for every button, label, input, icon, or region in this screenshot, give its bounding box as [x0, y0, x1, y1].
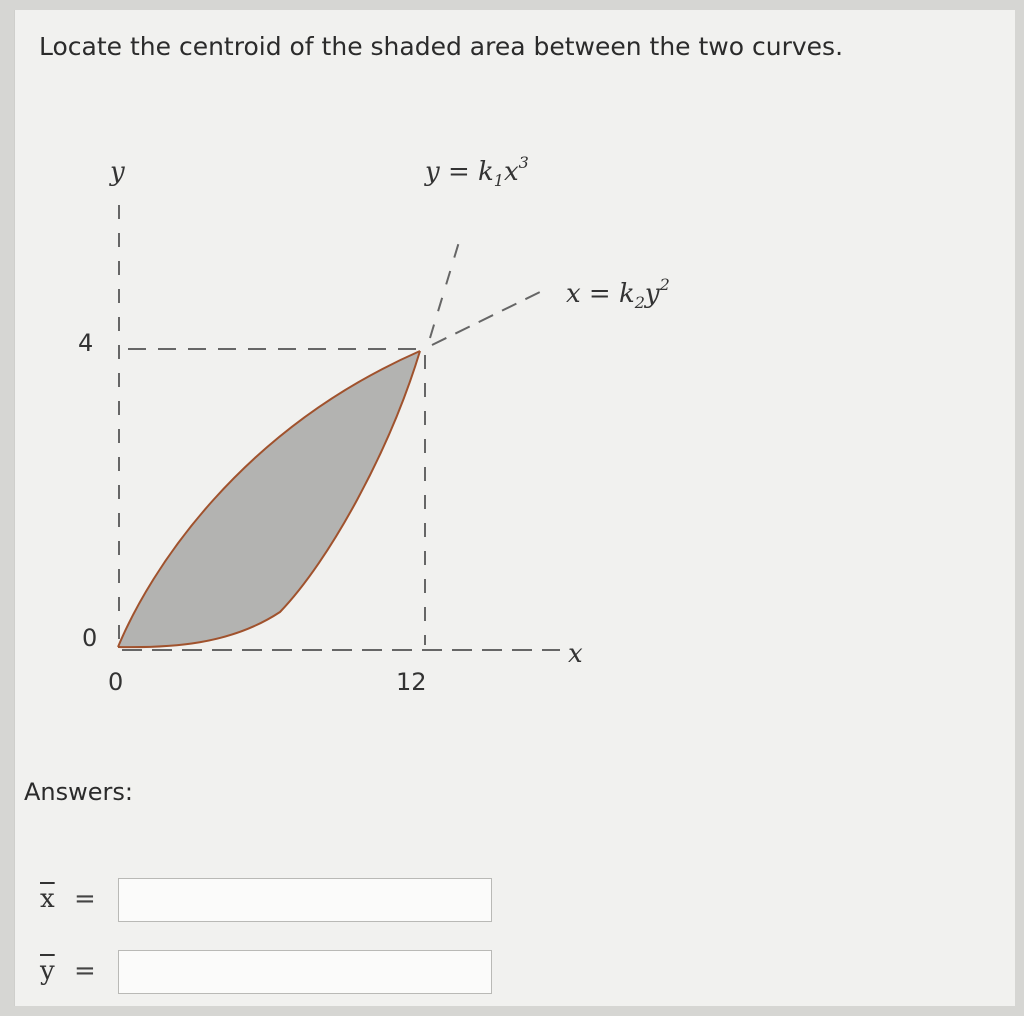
ybar-input[interactable] — [118, 950, 492, 994]
ybar-equals: = — [74, 956, 96, 986]
xbar-row — [24, 878, 504, 926]
xbar-symbol: $\overline{x}$ — [40, 884, 55, 914]
curve2-extension — [432, 292, 540, 345]
answers-label: Answers: — [24, 778, 133, 806]
curve1-extension — [430, 232, 462, 338]
y-tick-4: 4 — [78, 329, 94, 357]
y-tick-0: 0 — [82, 624, 98, 652]
ybar-symbol: $\overline{y}$ — [40, 956, 55, 986]
curve2-label: $x = k_2y^2$ — [566, 275, 670, 312]
question-text: Locate the centroid of the shaded area between the two curves. — [39, 32, 844, 61]
shaded-area — [118, 351, 420, 647]
x-tick-0: 0 — [108, 668, 124, 696]
xbar-equals: = — [74, 884, 96, 914]
x-tick-12: 12 — [396, 668, 427, 696]
xbar-input[interactable] — [118, 878, 492, 922]
y-axis-label: y — [110, 157, 125, 187]
curve1-label: $y = k_1x^3$ — [425, 153, 529, 190]
ybar-row — [24, 950, 504, 998]
x-axis-label: x — [568, 639, 583, 669]
